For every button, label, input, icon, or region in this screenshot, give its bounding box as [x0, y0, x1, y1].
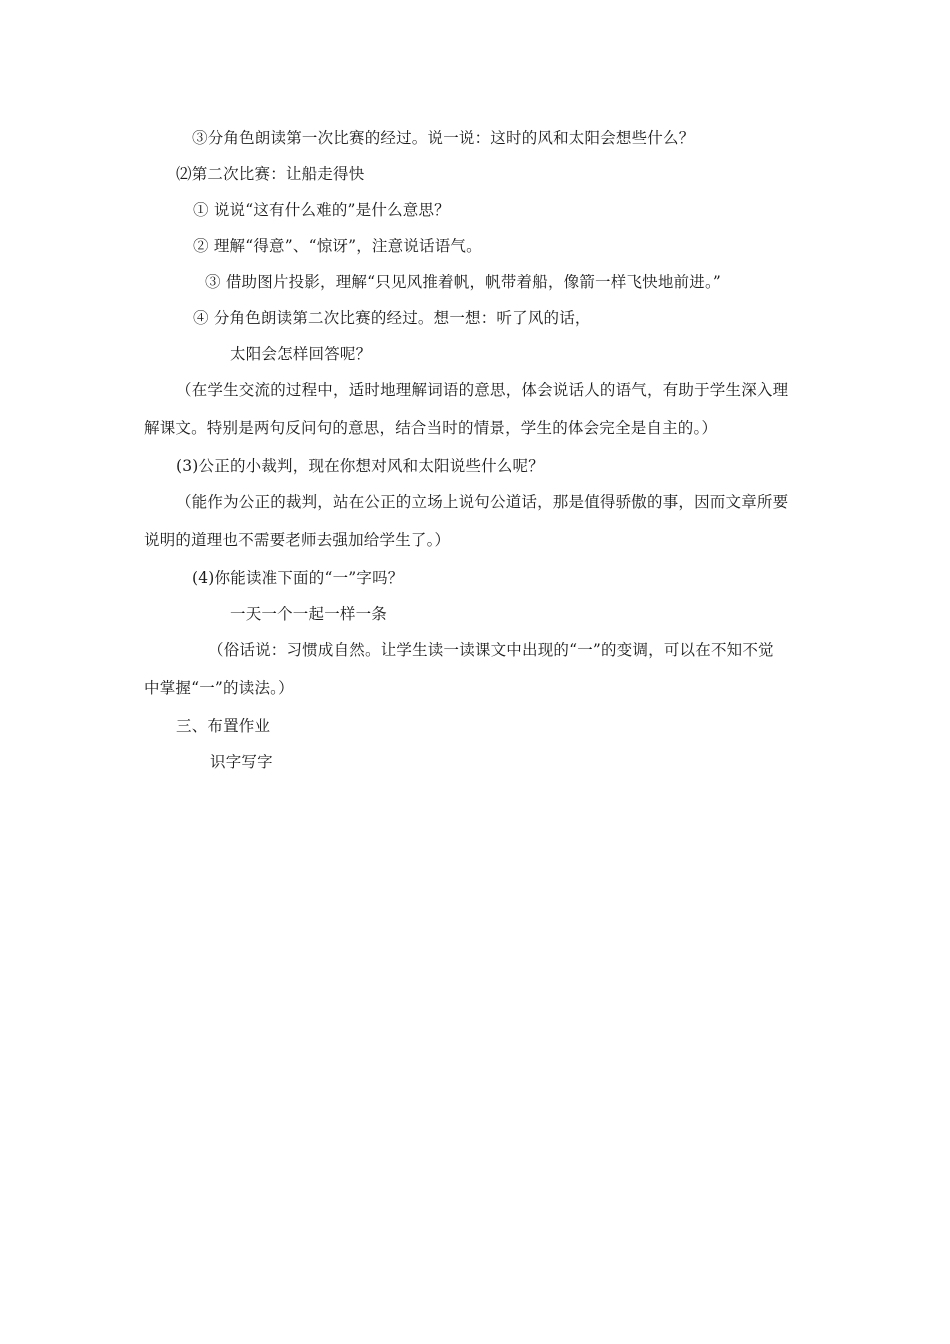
text-line: （能作为公正的裁判，站在公正的立场上说句公道话，那是值得骄傲的事，因而文章所要 [176, 493, 789, 511]
text-line: 解课文。特别是两句反问句的意思，结合当时的情景，学生的体会完全是自主的。） [144, 419, 718, 437]
text-line: 说明的道理也不需要老师去强加给学生了。） [144, 531, 451, 549]
text-line: （在学生交流的过程中，适时地理解词语的意思，体会说话人的语气，有助于学生深入理 [176, 381, 789, 399]
text-line: ③分角色朗读第一次比赛的经过。说一说：这时的风和太阳会想些什么？ [192, 129, 695, 147]
list-item: ③ 借助图片投影，理解“只见风推着帆，帆带着船，像箭一样飞快地前进。” [205, 273, 722, 291]
section-heading: 三、布置作业 [176, 717, 271, 735]
list-item: ④ 分角色朗读第二次比赛的经过。想一想：听了风的话， [193, 309, 591, 327]
section-heading: ⑵第二次比赛：让船走得快 [176, 165, 365, 183]
text-line: 一天一个一起一样一条 [230, 605, 388, 623]
text-line: 识字写字 [210, 753, 273, 771]
section-heading: (4)你能读准下面的“一”字吗？ [192, 569, 404, 587]
text-line: （俗话说：习惯成自然。让学生读一读课文中出现的“一”的变调，可以在不知不觉 [208, 641, 774, 659]
list-item: ① 说说“这有什么难的”是什么意思？ [193, 201, 450, 219]
text-line: 太阳会怎样回答呢？ [230, 345, 372, 363]
section-heading: (3)公正的小裁判，现在你想对风和太阳说些什么呢？ [176, 457, 544, 475]
list-item: ② 理解“得意”、“惊讶”，注意说话语气。 [193, 237, 482, 255]
text-line: 中掌握“一”的读法。） [144, 679, 294, 697]
